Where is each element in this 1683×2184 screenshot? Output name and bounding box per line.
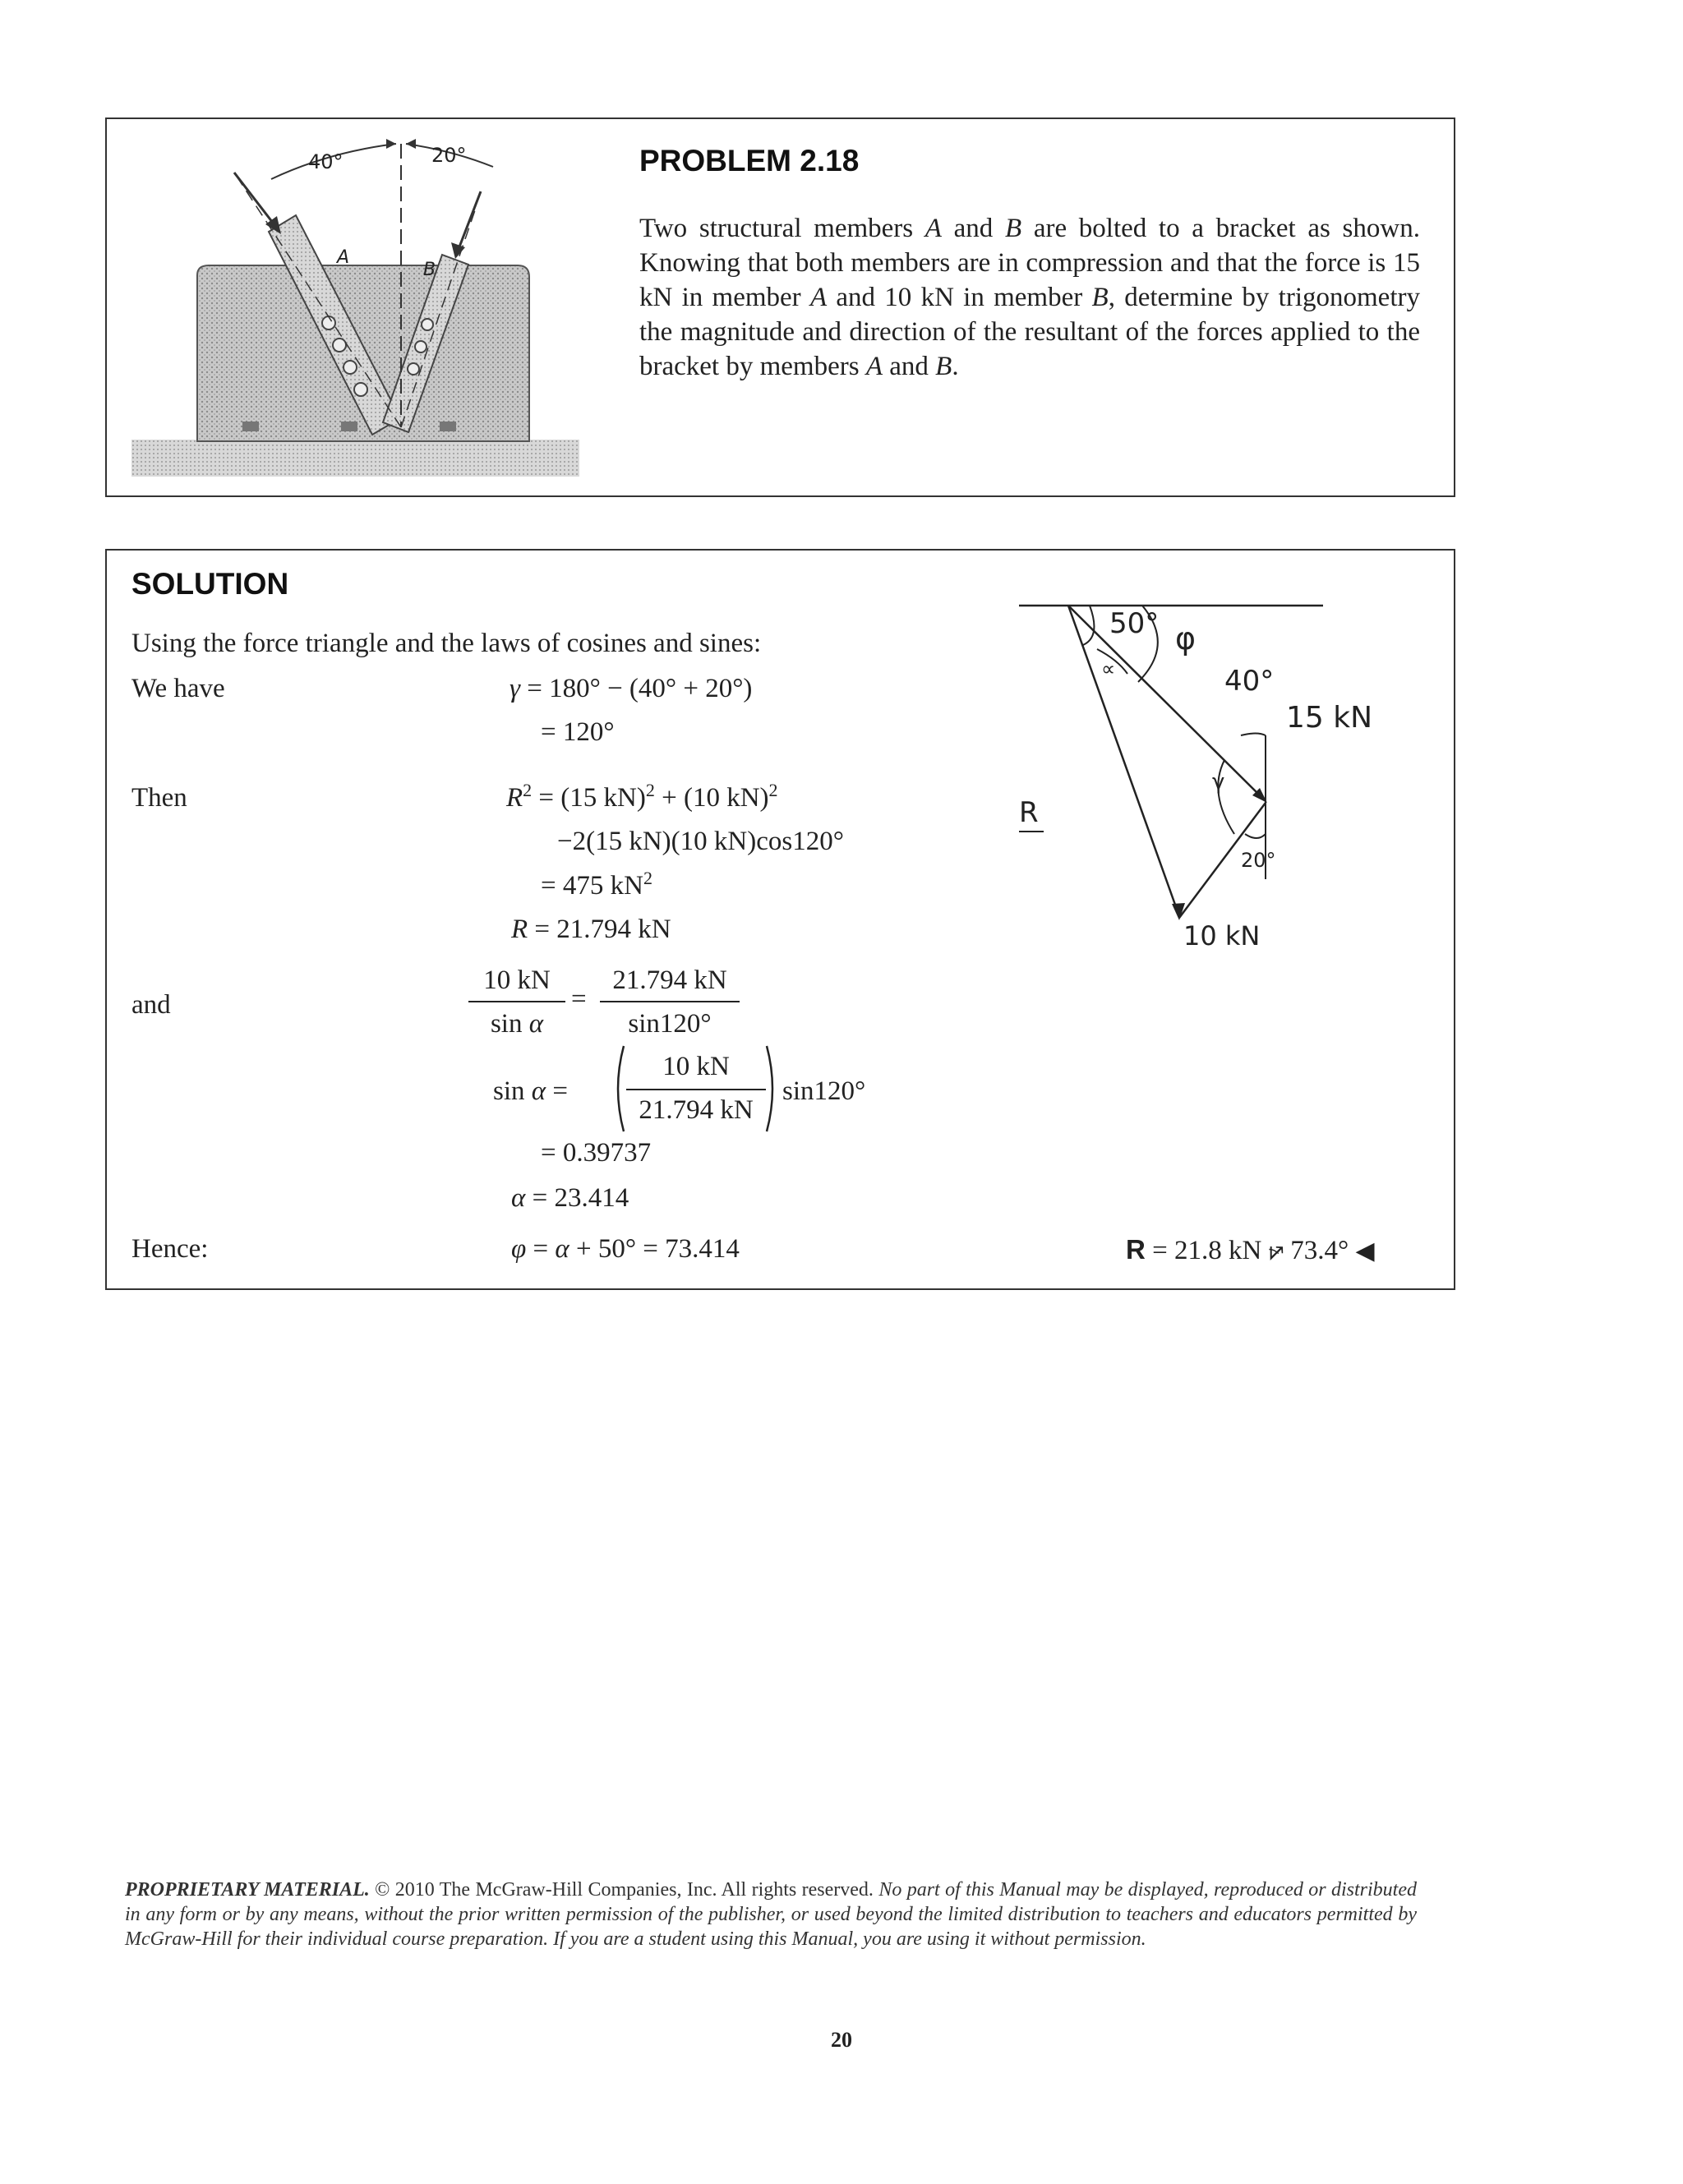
label-and: and: [131, 990, 171, 1020]
tri-angle-50: 50°: [1109, 607, 1160, 640]
tri-angle-20: 20°: [1241, 849, 1276, 872]
problem-title: PROBLEM 2.18: [639, 144, 860, 177]
problem-box: [105, 117, 1455, 497]
tri-alpha: ∝: [1101, 657, 1116, 680]
fraction-bar: [626, 1089, 766, 1090]
sine-num-2: 21.794 kN: [612, 965, 727, 995]
fraction-bar: [468, 1001, 565, 1002]
final-answer: R = 21.8 kN ⦬ 73.4° ◀: [1126, 1234, 1375, 1265]
tri-force-10: 10 kN: [1183, 920, 1261, 951]
tri-force-15: 15 kN: [1286, 701, 1373, 735]
direction-symbol: ⦬: [1268, 1236, 1284, 1265]
sine-num-1: 10 kN: [483, 965, 551, 995]
force-triangle: [1019, 596, 1446, 965]
sina-num: 10 kN: [662, 1052, 730, 1081]
tri-r: R: [1019, 796, 1039, 829]
sina-tail: sin120°: [782, 1076, 866, 1106]
right-paren: [764, 1044, 781, 1134]
sine-den-1: sin α: [490, 1009, 544, 1039]
tri-phi: φ: [1175, 620, 1197, 657]
eq-sina-result: = 0.39737: [541, 1138, 652, 1168]
member-a-label: A: [337, 247, 350, 268]
bracket-figure: [107, 119, 600, 481]
eq-gamma: γ = 180° − (40° + 20°): [510, 674, 753, 703]
label-we-have: We have: [131, 674, 225, 703]
eq-r2-line2: −2(15 kN)(10 kN)cos120°: [557, 827, 844, 856]
eq-r2: $R^2 = (15$ kN)$^2$ + (10 kN)$^2$: [506, 780, 778, 813]
copyright-footer: PROPRIETARY MATERIAL. © 2010 The McGraw-Hill Companies, Inc. All rights reserved. No part of this Manual may be displayed, reproduced or distributed in any form or by any means, without the prior written permission of the publisher, or used beyond the limited distribution to teachers and educators permitted by McGraw-Hill for their individual course preparation. If you are a student using this Manual, you are using it without permission.: [125, 1879, 1417, 1950]
solution-box: [105, 549, 1455, 1290]
eq-sina-lhs: sin α =: [493, 1076, 568, 1106]
label-then: Then: [131, 783, 187, 813]
sine-equals: =: [571, 984, 587, 1014]
eq-r2-result: = 475 $kN^2$: [541, 868, 652, 901]
eq-phi: φ = α + 50° = 73.414: [511, 1234, 740, 1264]
solution-intro: Using the force triangle and the laws of cosines and sines:: [131, 629, 762, 658]
eq-gamma-result: = 120°: [541, 717, 615, 747]
sine-den-2: sin120°: [628, 1009, 712, 1039]
member-b-label: B: [423, 260, 436, 280]
eq-r: R = 21.794 kN: [511, 915, 671, 944]
page-number: 20: [831, 2028, 852, 2052]
angle-40-label: 40°: [308, 150, 344, 173]
tri-gamma: γ: [1212, 770, 1225, 795]
angle-20-label: 20°: [431, 144, 467, 167]
tri-angle-40: 40°: [1224, 665, 1275, 698]
ground: [131, 440, 579, 477]
solution-title: SOLUTION: [131, 567, 289, 601]
eq-alpha: α = 23.414: [511, 1183, 629, 1213]
sina-den: 21.794 kN: [639, 1095, 754, 1125]
left-paren: [610, 1044, 626, 1134]
fraction-bar: [600, 1001, 740, 1002]
problem-statement: Two structural members A and B are bolted to a bracket as shown. Knowing that both members are in compression and that the force is 15 kN in member A and 10 kN in member B, determine by trigonometry the magnitude and direction of the resultant of the forces applied to the bracket by members A and B.: [639, 214, 1420, 381]
label-hence: Hence:: [131, 1234, 209, 1264]
answer-end-mark: ◀: [1355, 1237, 1375, 1265]
